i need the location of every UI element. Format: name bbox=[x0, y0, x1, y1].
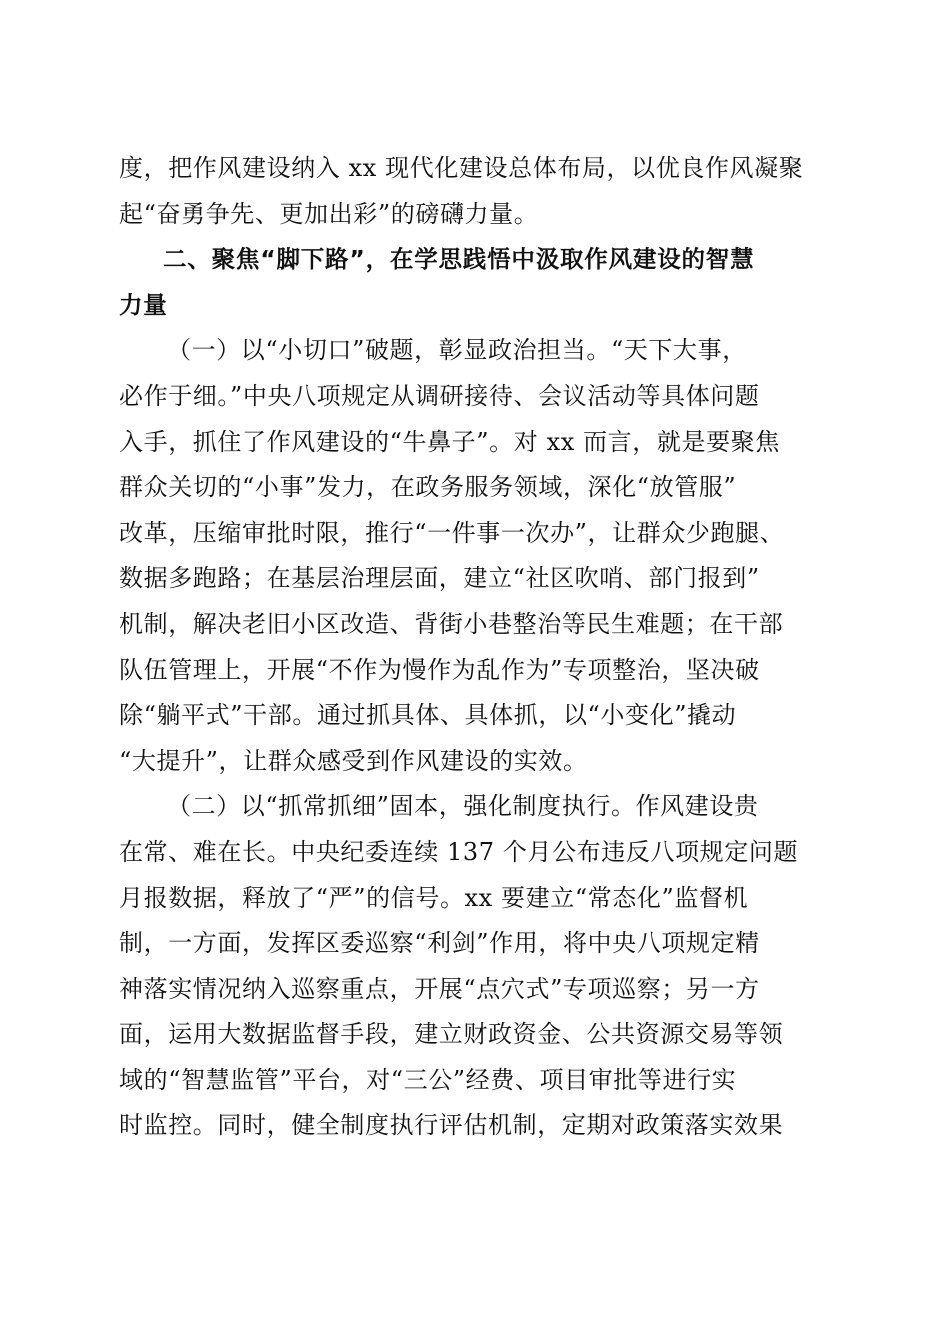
text-line: 时监控。同时，健全制度执行评估机制，定期对政策落实效果 bbox=[119, 1111, 784, 1140]
paragraph-start: （二）以“抓常抓细”固本，强化制度执行。作风建设贵 bbox=[167, 792, 759, 821]
text-line: 队伍管理上，开展“不作为慢作为乱作为”专项整治，坚决破 bbox=[119, 655, 760, 684]
text-line: “大提升”，让群众感受到作风建设的实效。 bbox=[119, 746, 588, 775]
section-heading-continued: 力量 bbox=[119, 290, 168, 319]
text-line: 除“躺平式”干部。通过抓具体、具体抓，以“小变化”撬动 bbox=[119, 701, 737, 730]
document-page bbox=[119, 146, 831, 1149]
section-heading: 二、聚焦“脚下路”，在学思践悟中汲取作风建设的智慧 bbox=[163, 245, 755, 274]
text-line: 神落实情况纳入巡察重点，开展“点穴式”专项巡察；另一方 bbox=[119, 974, 760, 1003]
text-line: 改革，压缩审批时限，推行“一件事一次办”，让群众少跑腿、 bbox=[119, 518, 785, 547]
text-line: 面，运用大数据监督手段，建立财政资金、公共资源交易等领 bbox=[119, 1020, 784, 1049]
text-line: 数据多跑路；在基层治理层面，建立“社区吹哨、部门报到” bbox=[119, 564, 760, 593]
text-line: 月报数据，释放了“严”的信号。xx 要建立“常态化”监督机 bbox=[119, 883, 749, 912]
text-line: 域的“智慧监管”平台，对“三公”经费、项目审批等进行实 bbox=[119, 1065, 737, 1094]
paragraph-start: （一）以“小切口”破题，彰显政治担当。“天下大事， bbox=[167, 336, 747, 365]
text-line: 度，把作风建设纳入 xx 现代化建设总体布局，以优良作风凝聚 bbox=[119, 154, 804, 182]
text-line: 入手，抓住了作风建设的“牛鼻子”。对 xx 而言，就是要聚焦 bbox=[119, 427, 780, 456]
text-line: 制，一方面，发挥区委巡察“利剑”作用，将中央八项规定精 bbox=[119, 929, 760, 958]
text-line: 群众关切的“小事”发力，在政务服务领域，深化“放管服” bbox=[119, 473, 737, 502]
text-line: 在常、难在长。中央纪委连续 137 个月公布违反八项规定问题 bbox=[119, 837, 799, 866]
text-line: 起“奋勇争先、更加出彩”的磅礴力量。 bbox=[119, 199, 539, 228]
text-line: 机制，解决老旧小区改造、背街小巷整治等民生难题；在干部 bbox=[119, 609, 784, 638]
text-line: 必作于细。”中央八项规定从调研接待、会议活动等具体问题 bbox=[119, 381, 760, 410]
